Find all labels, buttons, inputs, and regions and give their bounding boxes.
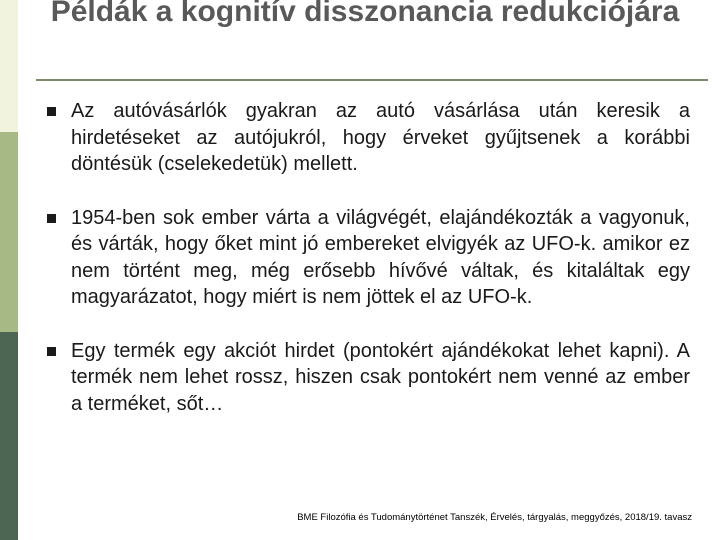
- bullet-text: Egy termék egy akciót hirdet (pontokért ajándékokat lehet kapni). A termék nem lehet rossz, hiszen csak pontokért nem venné az ember a terméket, sőt…: [71, 339, 690, 415]
- bullet-item: [44, 338, 690, 418]
- strip-segment-dark: [0, 332, 18, 540]
- title-divider: [36, 79, 708, 81]
- bullet-text: 1954-ben sok ember várta a világvégét, elajándékozták a vagyonuk, és várták, hogy őket mint jó embereket elvigyék az UFO-k. amikor ez nem történt meg, még erősebb hívővé váltak, és kitaláltak egy magyarázatot, hogy miért is nem jöttek el az UFO-k.: [71, 206, 690, 308]
- bullet-item: [44, 205, 690, 311]
- square-bullet-icon: [47, 214, 56, 223]
- square-bullet-icon: [47, 107, 56, 116]
- strip-segment-green: [0, 132, 18, 332]
- side-color-strip: [0, 0, 18, 540]
- strip-segment-light: [0, 0, 18, 132]
- slide-footer: BME Filozófia és Tudománytörténet Tanszék, Érvelés, tárgyalás, meggyőzés, 2018/19. tavasz: [297, 512, 692, 523]
- bullet-list: [44, 98, 690, 417]
- bullet-text: Az autóvásárlók gyakran az autó vásárlása után keresik a hirdetéseket az autójukról, hogy érveket gyűjtsenek a korábbi döntésük (cselekedetük) mellett.: [71, 100, 690, 175]
- bullet-item: [44, 98, 690, 178]
- square-bullet-icon: [47, 347, 56, 356]
- slide-title: Példák a kognitív disszonancia redukciójára: [50, 0, 680, 28]
